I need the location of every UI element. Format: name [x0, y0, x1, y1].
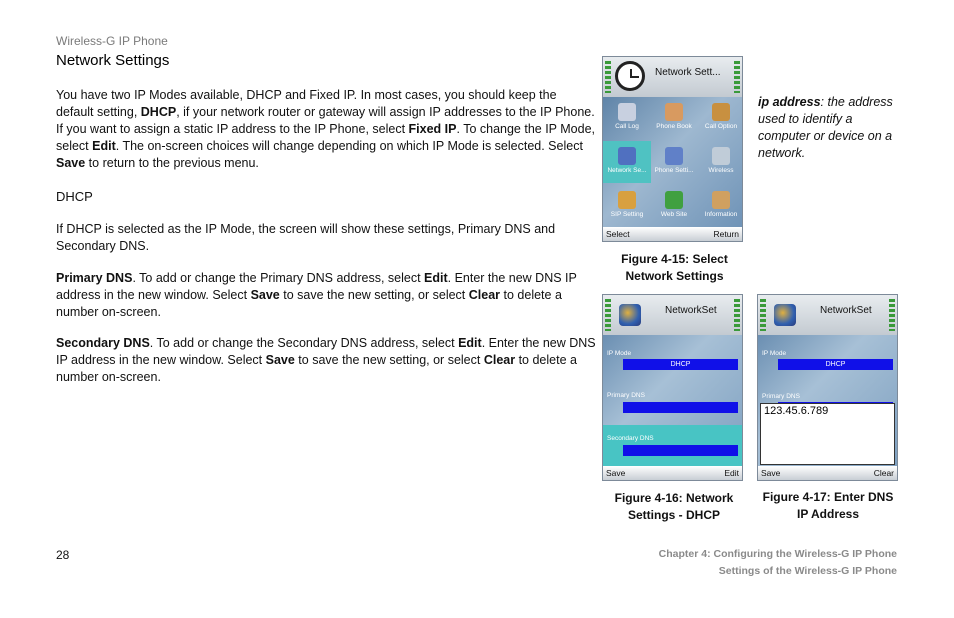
text-run: . Enter the new DNS IP address in the new window. Select — [56, 271, 577, 302]
text-run: , if your network router or gateway will assign IP addresses to the IP Phone. If you want to assign a static IP address to the IP Phone, select — [56, 105, 595, 136]
menu-item[interactable] — [697, 97, 743, 139]
text-run: . Enter the new DNS IP address in the new window. Select — [56, 336, 596, 367]
footer-chapter: Chapter 4: Configuring the Wireless-G IP Phone — [658, 548, 897, 560]
menu-item-label: Web Site — [660, 211, 688, 218]
ip-mode-label: IP Mode — [607, 350, 632, 357]
softkey-bar — [603, 227, 742, 241]
text-run: : the address used to identify a computer or device on a network. — [758, 95, 893, 160]
softkey-select[interactable]: Select — [606, 229, 630, 239]
caption-line: Network Settings — [625, 269, 724, 283]
text-run: . The on-screen choices will change depending on which IP Mode is selected. Select — [115, 139, 583, 153]
ip-mode-field[interactable]: DHCP — [623, 359, 738, 370]
signal-strength-icon — [605, 299, 611, 331]
network-settings-icon — [619, 304, 641, 326]
secondary-dns-label: Secondary DNS — [607, 435, 654, 442]
menu-item-label: Call Option — [704, 123, 738, 130]
settings-body — [758, 335, 897, 466]
softkey-bar — [603, 466, 742, 480]
bold-term: Edit — [458, 336, 482, 350]
screen-titlebar — [603, 57, 742, 97]
primary-dns-label: Primary DNS — [607, 392, 645, 399]
bold-term: ip address — [758, 95, 821, 109]
text-run: to delete a number on-screen. — [56, 353, 577, 384]
sip-setting-icon — [618, 191, 636, 209]
menu-item[interactable] — [650, 185, 698, 227]
dhcp-paragraph: If DHCP is selected as the IP Mode, the screen will show these settings, Primary DNS and Secondary DNS. — [56, 222, 556, 253]
battery-icon — [734, 299, 740, 331]
softkey-return[interactable]: Return — [713, 229, 739, 239]
dns-input-box[interactable]: 123.45.6.789 — [760, 403, 895, 465]
menu-item-label: Information — [704, 211, 738, 218]
text-run: to return to the previous menu. — [85, 156, 259, 170]
menu-item[interactable] — [697, 141, 743, 183]
footer-subsection: Settings of the Wireless-G IP Phone — [718, 565, 897, 577]
glossary-ip-address — [758, 94, 908, 162]
figure-4-16-screen — [602, 294, 743, 481]
text-run: . To add or change the Secondary DNS address, select — [149, 336, 459, 350]
bold-term: Clear — [483, 353, 516, 367]
bold-term: Fixed IP — [408, 122, 457, 136]
bold-term: Save — [265, 353, 295, 367]
bold-term: Save — [56, 156, 86, 170]
ip-mode-label: IP Mode — [762, 350, 787, 357]
ip-mode-field[interactable]: DHCP — [778, 359, 893, 370]
battery-icon — [734, 61, 740, 93]
battery-icon — [889, 299, 895, 331]
bold-term: Primary DNS — [56, 271, 133, 285]
bold-term: Edit — [424, 271, 448, 285]
network-settings-icon — [618, 147, 636, 165]
secondary-dns-field[interactable] — [623, 445, 738, 456]
clock-icon — [615, 61, 645, 91]
call-option-icon — [712, 103, 730, 121]
softkey-edit[interactable]: Edit — [724, 468, 739, 478]
softkey-save[interactable]: Save — [606, 468, 626, 478]
information-icon — [712, 191, 730, 209]
text-run: to delete a number on-screen. — [56, 288, 562, 319]
text-run: You have two IP Modes available, DHCP and Fixed IP. In most cases, you should keep the default setting, — [56, 88, 557, 119]
network-settings-icon — [774, 304, 796, 326]
menu-grid — [603, 97, 742, 227]
header-product-name: Wireless-G IP Phone — [56, 34, 168, 48]
bold-term: DHCP — [140, 105, 177, 119]
settings-body — [603, 335, 742, 466]
book-phone-icon — [618, 103, 636, 121]
text-run: . To change the IP Mode, select — [56, 122, 595, 153]
phonebook-icon — [665, 103, 683, 121]
screen-titlebar — [758, 295, 897, 335]
primary-dns-label: Primary DNS — [762, 393, 800, 400]
phone-settings-icon — [665, 147, 683, 165]
menu-item-label: Wireless — [708, 167, 734, 174]
screen-titlebar — [603, 295, 742, 335]
bold-term: Edit — [92, 139, 116, 153]
screen-title: NetworkSet — [665, 305, 717, 316]
menu-item-label: SIP Setting — [610, 211, 644, 218]
softkey-clear[interactable]: Clear — [873, 468, 894, 478]
satellite-dish-icon — [712, 147, 730, 165]
web-site-icon — [665, 191, 683, 209]
dhcp-heading: DHCP — [56, 189, 93, 204]
signal-strength-icon — [605, 61, 611, 93]
text-run: to save the new setting, or select — [294, 353, 484, 367]
text-run: . To add or change the Primary DNS address, select — [132, 271, 425, 285]
secondary-dns-paragraph — [56, 335, 596, 386]
bold-term: Secondary DNS — [56, 336, 150, 350]
bold-term: Save — [250, 288, 280, 302]
menu-item[interactable] — [603, 141, 651, 183]
text-run: to save the new setting, or select — [279, 288, 469, 302]
primary-dns-paragraph — [56, 270, 596, 321]
menu-item-label: Network Se... — [607, 167, 647, 174]
page-number: 28 — [56, 548, 70, 562]
menu-item[interactable] — [650, 97, 698, 139]
menu-item[interactable] — [650, 141, 698, 183]
menu-item-label: Call Log — [615, 123, 639, 130]
menu-item[interactable] — [697, 185, 743, 227]
menu-item-label: Phone Setti... — [654, 167, 694, 174]
bold-term: Clear — [468, 288, 501, 302]
figure-4-16-caption — [598, 490, 750, 524]
intro-paragraph — [56, 87, 596, 172]
figure-4-15-screen — [602, 56, 743, 242]
menu-item[interactable] — [603, 97, 651, 139]
softkey-bar — [758, 466, 897, 480]
screen-title: Network Sett... — [655, 67, 721, 78]
caption-line: Figure 4-16: Network — [614, 491, 734, 505]
caption-line: Figure 4-15: Select — [621, 252, 728, 266]
figure-4-17-screen — [757, 294, 898, 481]
screen-title: NetworkSet — [820, 305, 872, 316]
signal-strength-icon — [760, 299, 766, 331]
figure-4-17-caption — [752, 489, 904, 523]
caption-line: Figure 4-17: Enter DNS — [762, 490, 894, 504]
menu-item-label: Phone Book — [656, 123, 692, 130]
primary-dns-field[interactable] — [623, 402, 738, 413]
caption-line: Settings - DHCP — [627, 508, 720, 522]
caption-line: IP Address — [796, 507, 860, 521]
softkey-save[interactable]: Save — [761, 468, 781, 478]
menu-item[interactable] — [603, 185, 651, 227]
section-title: Network Settings — [56, 52, 170, 69]
figure-4-15-caption — [602, 251, 747, 285]
